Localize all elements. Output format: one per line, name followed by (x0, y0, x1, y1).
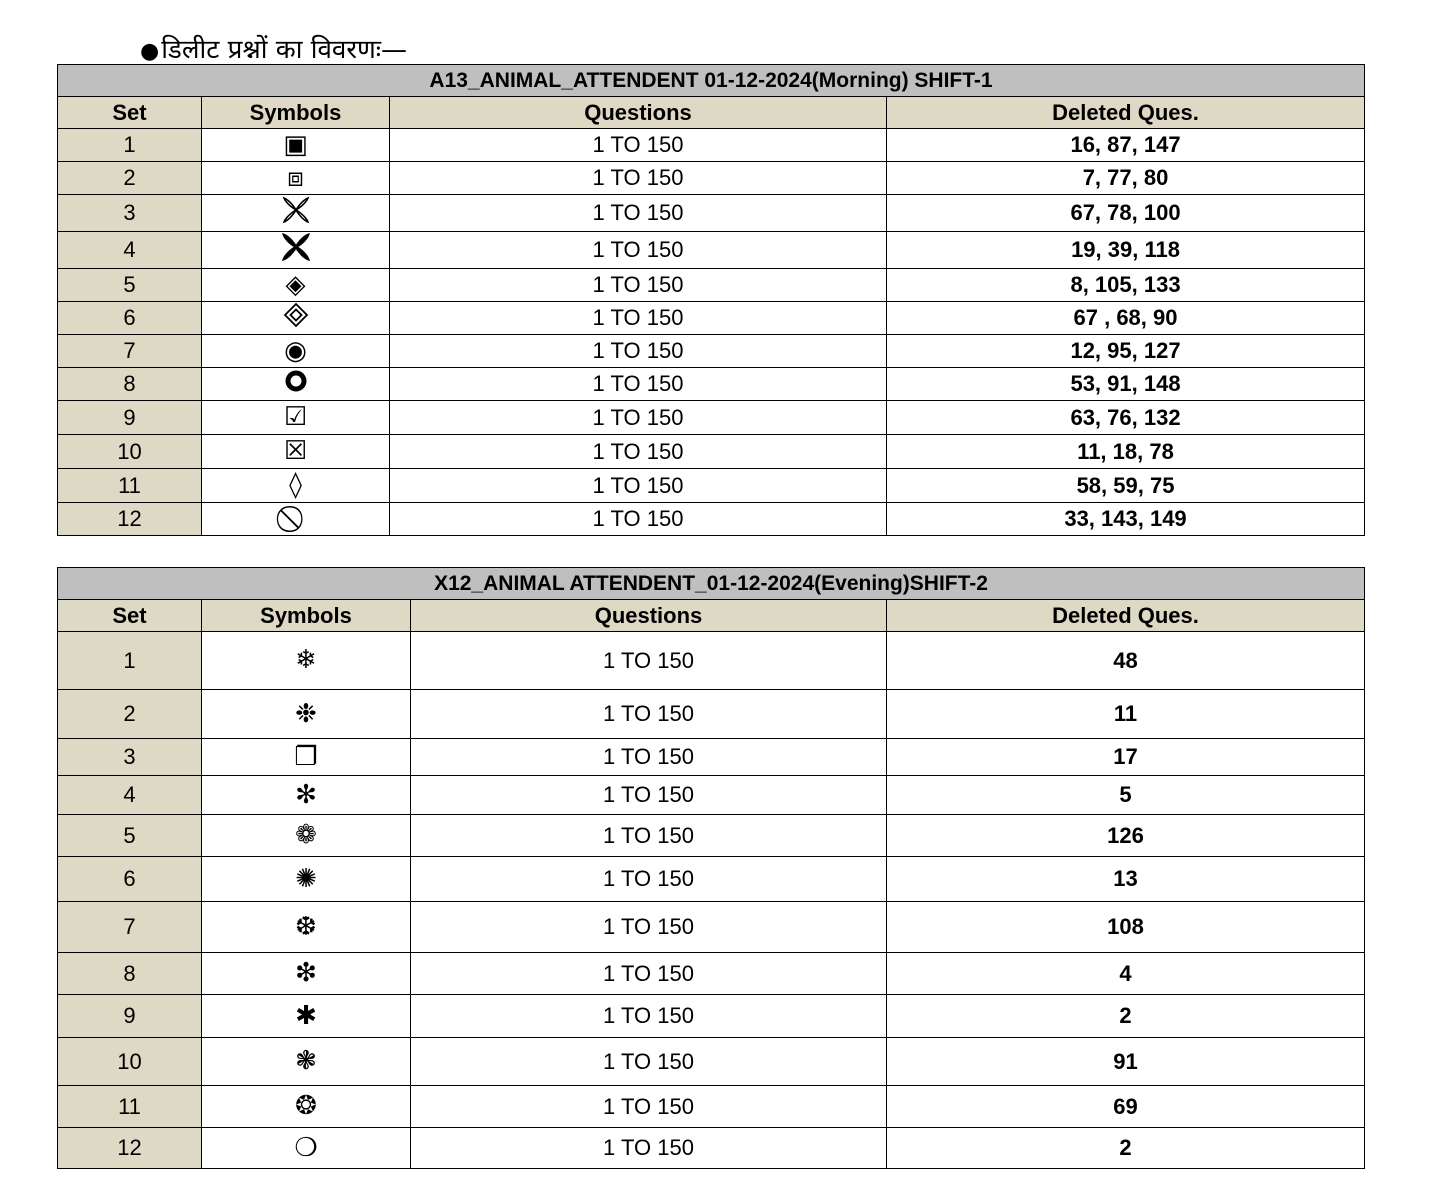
snowflake-icon: ❄ (295, 645, 317, 675)
column-header-set: Set (58, 97, 202, 129)
questions-cell: 1 TO 150 (411, 815, 887, 857)
section-heading (140, 30, 407, 66)
table-row (58, 435, 1365, 469)
set-cell: 8 (58, 368, 202, 401)
set-cell: 12 (58, 1128, 202, 1169)
set-cell: 7 (58, 902, 202, 953)
deleted-cell: 2 (887, 1128, 1365, 1169)
deleted-cell: 7, 77, 80 (887, 162, 1365, 195)
table-row (58, 195, 1365, 232)
questions-cell: 1 TO 150 (390, 335, 887, 368)
deleted-cell: 2 (887, 995, 1365, 1038)
table-row (58, 368, 1365, 401)
questions-cell: 1 TO 150 (411, 776, 887, 815)
set-cell: 5 (58, 815, 202, 857)
set-cell: 1 (58, 632, 202, 690)
symbol-cell (202, 503, 390, 536)
table-row (58, 269, 1365, 302)
set-cell: 9 (58, 401, 202, 435)
table-row (58, 162, 1365, 195)
symbol-cell (202, 902, 411, 953)
questions-cell: 1 TO 150 (390, 129, 887, 162)
set-cell: 5 (58, 269, 202, 302)
set-cell: 11 (58, 1086, 202, 1128)
heading-text: डिलीट प्रश्नों का विवरणः— (161, 35, 408, 65)
questions-cell: 1 TO 150 (411, 857, 887, 902)
symbol-cell (202, 335, 390, 368)
table-row (58, 953, 1365, 995)
column-header-set: Set (58, 600, 202, 632)
symbol-cell (202, 469, 390, 503)
deleted-cell: 5 (887, 776, 1365, 815)
x-box-icon: ☒ (283, 436, 308, 466)
bold-ring-icon (284, 369, 308, 393)
chevron-snowflake-icon: ❆ (295, 911, 317, 942)
column-header-symbols: Symbols (202, 97, 390, 129)
questions-cell: 1 TO 150 (411, 1038, 887, 1086)
questions-cell: 1 TO 150 (411, 902, 887, 953)
deleted-cell: 48 (887, 632, 1365, 690)
deleted-cell: 63, 76, 132 (887, 401, 1365, 435)
symbol-cell (202, 269, 390, 302)
questions-cell: 1 TO 150 (411, 1128, 887, 1169)
diamond-with-filled-center-icon: ◈ (285, 269, 306, 300)
symbol-cell (202, 368, 390, 401)
set-cell: 4 (58, 232, 202, 269)
outlined-quatrefoil-x-icon (281, 195, 311, 225)
deleted-cell: 33, 143, 149 (887, 503, 1365, 536)
questions-cell: 1 TO 150 (390, 401, 887, 435)
symbol-cell (202, 995, 411, 1038)
square-with-filled-square-icon: ▣ (283, 129, 308, 160)
symbol-cell (202, 195, 390, 232)
set-cell: 3 (58, 739, 202, 776)
circle-with-dot-icon: ◉ (284, 335, 307, 366)
table-row (58, 632, 1365, 690)
florette-icon: ❁ (295, 820, 317, 850)
questions-cell: 1 TO 150 (390, 162, 887, 195)
deleted-cell: 4 (887, 953, 1365, 995)
table-row (58, 739, 1365, 776)
questions-cell: 1 TO 150 (390, 368, 887, 401)
nested-squares-icon: ⧈ (287, 162, 304, 193)
deleted-cell: 16, 87, 147 (887, 129, 1365, 162)
teardrop-spoked-asterisk-icon: ❉ (295, 698, 317, 729)
nested-diamonds-icon (283, 302, 309, 328)
crescent-icon: ❍ (294, 1132, 318, 1163)
column-header-symbols: Symbols (202, 600, 411, 632)
set-cell: 2 (58, 690, 202, 739)
symbol-cell (202, 857, 411, 902)
table-row (58, 857, 1365, 902)
teardrop-asterisk-icon: ✻ (295, 779, 317, 810)
outlined-diamond-icon: ◊ (289, 470, 302, 500)
table-title: X12_ANIMAL ATTENDENT_01-12-2024(Evening)SHIFT-2 (58, 568, 1365, 600)
questions-cell: 1 TO 150 (390, 503, 887, 536)
table-row (58, 503, 1365, 536)
deleted-cell: 11 (887, 690, 1365, 739)
deleted-cell: 58, 59, 75 (887, 469, 1365, 503)
symbol-cell (202, 1128, 411, 1169)
deleted-cell: 126 (887, 815, 1365, 857)
column-header-questions: Questions (390, 97, 887, 129)
table-row (58, 776, 1365, 815)
column-header-deleted: Deleted Ques. (887, 600, 1365, 632)
questions-cell: 1 TO 150 (411, 739, 887, 776)
symbol-cell (202, 632, 411, 690)
set-cell: 8 (58, 953, 202, 995)
set-cell: 6 (58, 857, 202, 902)
questions-cell: 1 TO 150 (411, 632, 887, 690)
questions-cell: 1 TO 150 (411, 995, 887, 1038)
symbol-cell (202, 815, 411, 857)
set-cell: 4 (58, 776, 202, 815)
table-row (58, 469, 1365, 503)
table-row (58, 1038, 1365, 1086)
set-cell: 3 (58, 195, 202, 232)
questions-cell: 1 TO 150 (411, 1086, 887, 1128)
questions-cell: 1 TO 150 (390, 469, 887, 503)
deleted-cell: 17 (887, 739, 1365, 776)
table-row (58, 302, 1365, 335)
bold-quatrefoil-x-icon (281, 232, 311, 262)
set-cell: 9 (58, 995, 202, 1038)
set-cell: 12 (58, 503, 202, 536)
deleted-cell: 67, 78, 100 (887, 195, 1365, 232)
symbol-cell (202, 776, 411, 815)
table-row (58, 995, 1365, 1038)
table-row (58, 902, 1365, 953)
questions-cell: 1 TO 150 (390, 232, 887, 269)
symbol-cell (202, 739, 411, 776)
symbol-cell (202, 953, 411, 995)
deleted-cell: 53, 91, 148 (887, 368, 1365, 401)
table-row (58, 1086, 1365, 1128)
set-cell: 7 (58, 335, 202, 368)
table-row (58, 232, 1365, 269)
symbol-cell (202, 232, 390, 269)
symbol-cell (202, 302, 390, 335)
set-cell: 10 (58, 435, 202, 469)
shift-2-table (57, 567, 1365, 1169)
table-row (58, 401, 1365, 435)
deleted-cell: 108 (887, 902, 1365, 953)
propeller-asterisk-icon: ❃ (295, 1046, 317, 1076)
sixteen-point-star-icon: ✺ (295, 863, 317, 894)
deleted-cell: 67 , 68, 90 (887, 302, 1365, 335)
checked-box-icon: ☑ (283, 402, 308, 432)
symbol-cell (202, 435, 390, 469)
shadowed-square-icon: ❐ (294, 741, 318, 772)
deleted-cell: 13 (887, 857, 1365, 902)
table-title: A13_ANIMAL_ATTENDENT 01-12-2024(Morning) SHIFT-1 (58, 65, 1365, 97)
bullet-icon: ● (140, 39, 160, 64)
deleted-cell: 11, 18, 78 (887, 435, 1365, 469)
deleted-cell: 12, 95, 127 (887, 335, 1365, 368)
shift-1-table (57, 64, 1365, 536)
table-row (58, 690, 1365, 739)
table-row (58, 335, 1365, 368)
deleted-cell: 8, 105, 133 (887, 269, 1365, 302)
deleted-cell: 69 (887, 1086, 1365, 1128)
questions-cell: 1 TO 150 (411, 690, 887, 739)
questions-cell: 1 TO 150 (411, 953, 887, 995)
column-header-questions: Questions (411, 600, 887, 632)
symbol-cell (202, 1038, 411, 1086)
set-cell: 11 (58, 469, 202, 503)
deleted-cell: 19, 39, 118 (887, 232, 1365, 269)
questions-cell: 1 TO 150 (390, 195, 887, 232)
set-cell: 1 (58, 129, 202, 162)
questions-cell: 1 TO 150 (390, 302, 887, 335)
symbol-cell (202, 401, 390, 435)
symbol-cell (202, 129, 390, 162)
questions-cell: 1 TO 150 (390, 435, 887, 469)
deleted-cell: 91 (887, 1038, 1365, 1086)
set-cell: 10 (58, 1038, 202, 1086)
column-header-deleted: Deleted Ques. (887, 97, 1365, 129)
symbol-cell (202, 162, 390, 195)
table-row (58, 815, 1365, 857)
questions-cell: 1 TO 150 (390, 269, 887, 302)
table-row (58, 129, 1365, 162)
symbol-cell (202, 1086, 411, 1128)
set-cell: 6 (58, 302, 202, 335)
scalloped-circle-icon: ❂ (295, 1091, 317, 1121)
table-row (58, 1128, 1365, 1169)
sparkle-icon: ❇ (295, 958, 317, 988)
symbol-cell (202, 690, 411, 739)
heavy-asterisk-icon: ✱ (295, 1000, 317, 1031)
set-cell: 2 (58, 162, 202, 195)
